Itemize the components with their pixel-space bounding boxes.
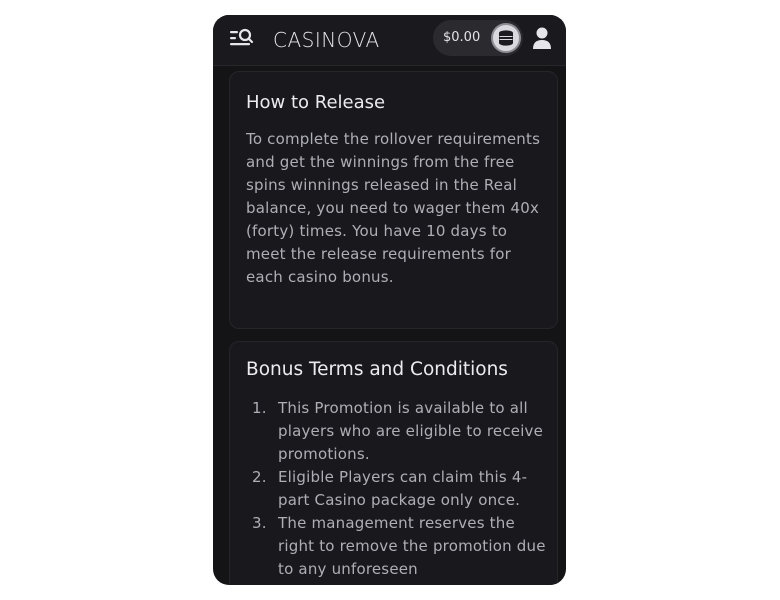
mobile-frame [213, 15, 566, 585]
list-item-text: The management reserves the right to remove the promotion due to any unforeseen [278, 514, 546, 578]
list-item-number: 3. [252, 514, 267, 532]
coin-stack-icon [491, 23, 521, 53]
user-icon[interactable] [531, 25, 553, 51]
wallet-balance-button[interactable] [433, 20, 523, 56]
list-item [246, 512, 546, 581]
list-item-number: 2. [252, 468, 267, 486]
balance-amount: $0.00 [443, 30, 481, 45]
list-item-text: Eligible Players can claim this 4-part Casino package only once. [278, 468, 528, 509]
top-bar [213, 15, 566, 66]
section-title: How to Release [246, 92, 386, 113]
release-description: To complete the rollover requirements and get the winnings from the free spins winnings released in the Real balance, you need to wager them 40x (forty) times. You have 10 days to meet the release requirements for each casino bonus. [246, 130, 541, 286]
list-item-number: 1. [252, 399, 267, 417]
list-item-text: This Promotion is available to all players who are eligible to receive promotions. [278, 399, 544, 463]
list-item [246, 466, 546, 512]
casinova-logo[interactable]: CASINOVA [273, 28, 380, 52]
bonus-terms-card [229, 341, 558, 585]
list-item [246, 397, 546, 466]
menu-search-icon[interactable] [229, 27, 255, 51]
terms-list [246, 397, 546, 581]
section-title: Bonus Terms and Conditions [246, 359, 508, 380]
how-to-release-card [229, 71, 558, 329]
